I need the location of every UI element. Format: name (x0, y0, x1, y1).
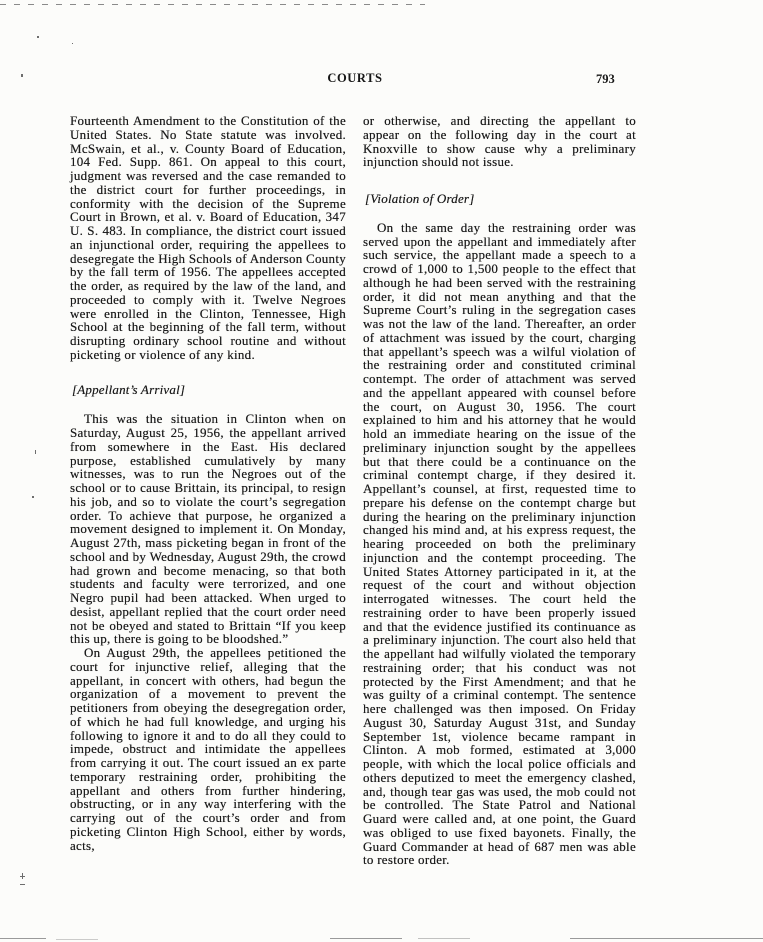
scan-edge-line (330, 938, 402, 939)
scan-speck (32, 496, 34, 498)
section-heading-appellants-arrival: [Appellant’s Arrival] (72, 381, 186, 397)
page-number: 793 (596, 72, 615, 86)
paragraph-continued-from-previous-page: Fourteenth Amendment to the Constitution of the United States. No State statute was involved. McSwain, et al., v. County Board of Education, 104 Fed. Supp. 861. On appeal to this court, judgment was reversed and the case remanded to the district court for further proceedings, in conformity with the decision of the Supreme Court in Brown, et al. v. Board of Education, 347 U. S. 483. In compliance, the district court issued an injunctional order, requiring the appellees to desegregate the High Schools of Anderson County by the fall term of 1956. The appellees accepted the order, as required by the law of the land, and proceeded to comply with it. Twelve Negroes were enrolled in the Clinton, Tennessee, High School at the beginning of the fall term, without disrupting ordinary school routine and without picketing or violence of any kind. (70, 113, 347, 362)
scan-edge-dashes (0, 4, 425, 5)
paragraph-continued-from-left-column: or otherwise, and directing the appellant to appear on the following day in the court at Knoxville to show cause why a preliminary injunction should not issue. (363, 113, 636, 170)
paragraph-petition-for-relief: On August 29th, the appellees petitioned the court for injunctive relief, alleging that the appellant, in concert with others, had begun the organization of a movement to prevent the petitioners from obeying the desegregation order, of which he had full knowledge, and urging his following to ignore it and to do all they could to impede, obstruct and intimidate the appellees from carrying it out. The court issued an ex parte temporary restraining order, prohibiting the appellant and others from further hindering, obstructing, or in any way interfering with the carrying out of the court’s order and from picketing Clinton High School, either by words, acts, (70, 645, 346, 853)
scan-edge-line (56, 939, 98, 940)
scan-edge-line (418, 938, 470, 939)
paragraph-violation-of-order: On the same day the restraining order was served upon the appellant and immediately after such service, the appellant made a speech to a crowd of 1,000 to 1,500 people to the effect that although he had been served with the restraining order, it did not mean anything and that the Supreme Court’s ruling in the segregation cases was not the law of the land. Thereafter, an order of attachment was issued by the court, charging that appellant’s speech was a wilful violation of the restraining order and constituted criminal contempt. The order of attachment was served and the appellant appeared with counsel before the court, on August 30, 1956. The court explained to him and his attorney that he would hold an immediate hearing on the issue of the preliminary injunction sought by the appellees but that there could be a continuance on the criminal contempt charge, if they desired it. Appellant’s counsel, at first, requested time to prepare his defense on the contempt charge but during the hearing on the preliminary injunction changed his mind and, at his express request, the hearing proceeded on both the preliminary injunction and the contempt proceeding. The United States Attorney participated in it, at the request of the court and without objection interrogated witnesses. The court held the restraining order to have been properly issued and that the evidence justified its continuance as a preliminary injunction. The court also held that the appellant had wilfully violated the temporary restraining order; that his conduct was not protected by the First Amendment; and that he was guilty of a criminal contempt. The sentence here challenged was then imposed. On Friday August 30, Saturday August 31st, and Sunday September 1st, violence became rampant in Clinton. A mob formed, estimated at 3,000 people, with which the local police officials and others deputized to meet the emergency clashed, and, though tear gas was used, the mob could not be controlled. The State Patrol and National Guard were called and, at one point, the Guard was obliged to use fixed bayonets. Finally, the Guard Commander at head of 687 men was able to restore order. (363, 219, 636, 868)
scan-speck (22, 873, 23, 879)
scan-speck (37, 36, 39, 38)
scan-speck (35, 450, 36, 454)
scan-speck (72, 43, 73, 44)
paragraph-situation-in-clinton: This was the situation in Clinton when on Saturday, August 25, 1956, the appellant arrived from somewhere in the East. His declared purpose, established cumulatively by many witnesses, was to run the Negroes out of the school or to cause Brittain, its principal, to resign his job, and so to violate the court’s segregation order. To achieve that purpose, he organized a movement designed to implement it. On Monday, August 27th, mass picketing began in front of the school and by Wednesday, August 29th, the crowd had grown and become menacing, so that both students and faculty were terrorized, and one Negro pupil had been attacked. When urged to desist, appellant replied that the court order need not be obeyed and stated to Brittain “If you keep this up, there is going to be bloodshed.” (70, 411, 346, 647)
running-head-title: COURTS (327, 71, 383, 85)
scan-speck (20, 884, 25, 885)
left-column (70, 114, 346, 852)
section-heading-violation-of-order: [Violation of Order] (365, 191, 475, 206)
scan-edge-line (0, 938, 46, 939)
scan-edge-line (570, 938, 763, 939)
scan-speck (21, 74, 23, 77)
right-column (363, 114, 636, 867)
